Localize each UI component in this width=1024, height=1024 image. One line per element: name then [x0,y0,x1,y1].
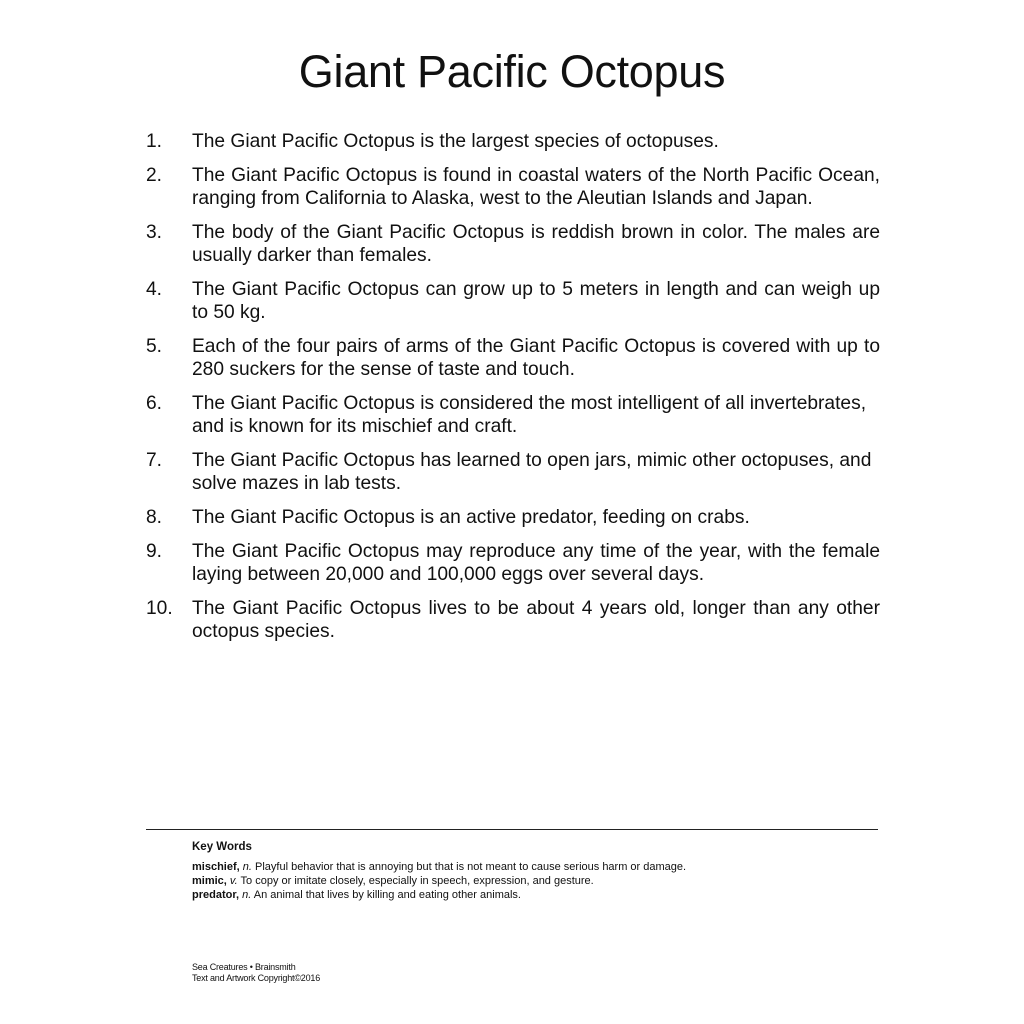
fact-item-4 [146,278,880,324]
fact-item-10 [146,597,880,643]
fact-number: 3. [146,222,163,243]
footer-copyright-line: Text and Artwork Copyright©2016 [192,973,321,983]
key-word-entry [192,874,872,888]
key-words-section [192,840,872,902]
fact-item-5 [146,335,880,381]
fact-number: 6. [146,393,163,414]
fact-text: The Giant Pacific Octopus is found in coastal waters of the North Pacific Ocean, ranging from California to Alaska, west to the Aleutian Islands and Japan. [192,165,880,209]
key-word-part-of-speech: n. [242,861,252,873]
divider-line [146,829,878,830]
key-word-part-of-speech: v. [229,875,238,887]
fact-text: The Giant Pacific Octopus is the largest species of octopuses. [192,131,719,152]
footer-credits [192,962,320,984]
fact-text: The body of the Giant Pacific Octopus is reddish brown in color. The males are usually darker than females. [192,222,880,266]
facts-list [146,130,880,654]
fact-item-6 [146,392,880,438]
fact-text: The Giant Pacific Octopus has learned to open jars, mimic other octopuses, and solve mazes in lab tests. [192,450,872,494]
key-word-definition: An animal that lives by killing and eating other animals. [253,889,521,901]
fact-text: The Giant Pacific Octopus lives to be about 4 years old, longer than any other octopus species. [192,598,880,642]
fact-item-9 [146,540,880,586]
fact-text: Each of the four pairs of arms of the Giant Pacific Octopus is covered with up to 280 suckers for the sense of taste and touch. [192,336,880,380]
fact-number: 4. [146,279,163,300]
fact-number: 10. [146,598,173,619]
fact-number: 1. [146,131,163,152]
fact-number: 8. [146,507,163,528]
fact-item-2 [146,164,880,210]
key-word-term: mimic, [192,875,227,887]
key-word-term: predator, [192,889,240,901]
fact-text: The Giant Pacific Octopus can grow up to 5 meters in length and can weigh up to 50 kg. [192,279,880,323]
key-word-entry [192,860,872,874]
fact-text: The Giant Pacific Octopus may reproduce any time of the year, with the female laying between 20,000 and 100,000 eggs over several days. [192,541,880,585]
page-title: Giant Pacific Octopus [298,46,726,97]
fact-text: The Giant Pacific Octopus is considered the most intelligent of all invertebrates, and is known for its mischief and craft. [192,393,867,437]
key-word-definition: To copy or imitate closely, especially in speech, expression, and gesture. [240,875,594,887]
key-words-heading: Key Words [192,841,252,853]
fact-number: 7. [146,450,163,471]
key-word-term: mischief, [192,861,240,873]
fact-item-1 [146,130,880,153]
fact-number: 9. [146,541,163,562]
fact-item-8 [146,506,880,529]
key-word-part-of-speech: n. [242,889,252,901]
footer-series-line: Sea Creatures • Brainsmith [192,962,296,972]
key-word-definition: Playful behavior that is annoying but that is not meant to cause serious harm or damage. [255,861,687,873]
key-word-entry [192,888,872,902]
fact-number: 5. [146,336,163,357]
fact-item-3 [146,221,880,267]
fact-text: The Giant Pacific Octopus is an active predator, feeding on crabs. [192,507,750,528]
fact-number: 2. [146,165,163,186]
fact-item-7 [146,449,880,495]
